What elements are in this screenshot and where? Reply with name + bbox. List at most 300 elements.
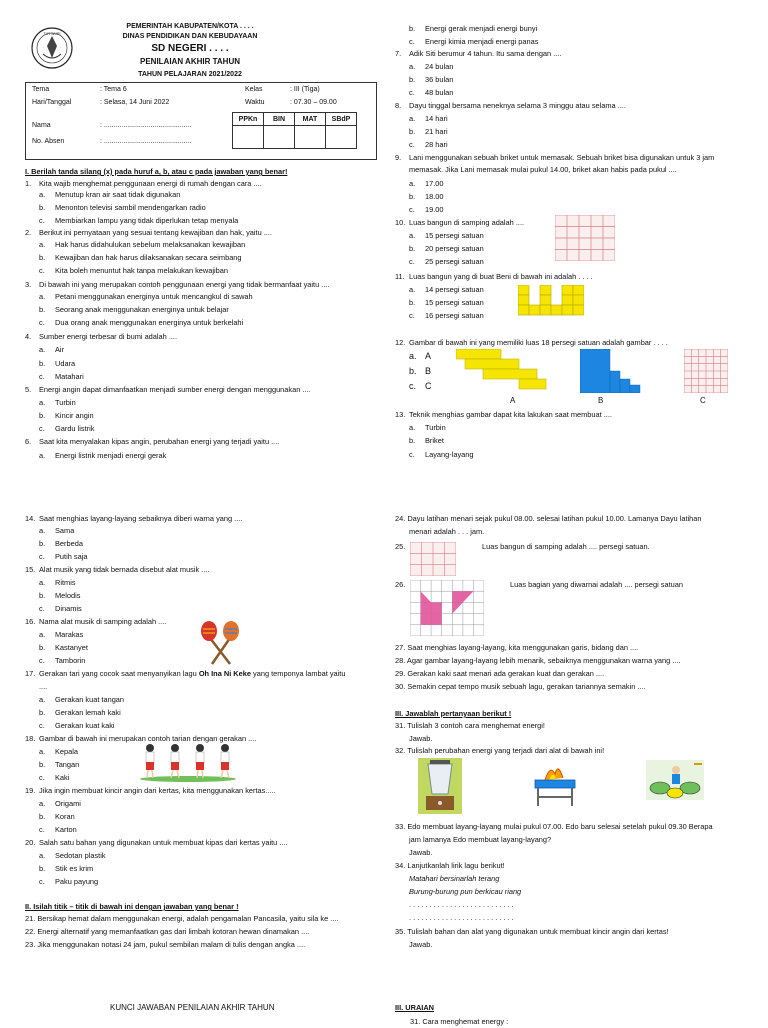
question-9 <box>395 153 714 164</box>
maracas-image <box>200 620 240 671</box>
q12-label-b: B <box>598 396 604 405</box>
option-letter: b. <box>39 812 46 821</box>
question-text: Kincir angin <box>55 411 94 420</box>
q13-option-c[interactable] <box>395 450 474 461</box>
q16-option-b[interactable] <box>25 643 88 654</box>
q1-option-a[interactable] <box>25 190 180 201</box>
q19-option-c[interactable] <box>25 825 77 836</box>
question-text: Teknik menghias gambar dapat kita lakukan saat membuat .... <box>409 410 612 419</box>
question-27: 27. Saat menghias layang-layang, kita menggunakan garis, bidang dan .... <box>395 643 639 652</box>
option-letter: c. <box>39 877 45 886</box>
q9-option-c[interactable] <box>395 205 444 216</box>
q13-option-b[interactable] <box>395 436 444 447</box>
question-number: 10. <box>395 218 406 227</box>
answer-key-title: KUNCI JAWABAN PENILAIAN AKHIR TAHUN <box>110 1003 275 1012</box>
option-letter: b. <box>39 760 46 769</box>
question-35: 35. Tulislah bahan dan alat yang digunakan untuk membuat kincir angin dari kertas! <box>395 927 669 936</box>
option-letter: b. <box>409 75 416 84</box>
question-text: Kita wajib menghemat penggunaan energi di rumah dengan cara .... <box>39 179 262 188</box>
question-number: 1. <box>25 179 32 188</box>
q18-option-a[interactable] <box>25 747 78 758</box>
question-number: 16. <box>25 617 36 626</box>
question-text: Kepala <box>55 747 79 756</box>
q26-grid-figure <box>410 580 484 641</box>
option-letter: b. <box>39 203 46 212</box>
question-text: Luas bangun yang di buat Beni di bawah ini adalah . . . . <box>409 272 593 281</box>
option-letter: c. <box>39 216 45 225</box>
q12-label-c: C <box>700 396 706 405</box>
q5-option-c[interactable] <box>25 424 94 435</box>
absen-field[interactable]: : ............................................. <box>100 138 192 145</box>
question-13 <box>395 410 612 421</box>
question-text: Tangan <box>55 760 80 769</box>
question-number: 5. <box>25 385 32 394</box>
question-text: A <box>425 351 432 361</box>
q6-option-c[interactable] <box>395 37 538 48</box>
question-8 <box>395 101 626 112</box>
option-letter: a. <box>409 179 416 188</box>
question-19 <box>25 786 276 797</box>
question-text: B <box>425 366 432 376</box>
question-2 <box>25 228 272 239</box>
tema-label: Tema <box>32 86 50 93</box>
q6-option-b[interactable] <box>395 24 537 35</box>
question-text: Di bawah ini yang merupakan contoh penggunaan energi yang tidak bermanfaat yaitu .... <box>39 280 330 289</box>
header-exam: PENILAIAN AKHIR TAHUN <box>140 57 240 66</box>
option-letter: b. <box>39 539 46 548</box>
question-number: 2. <box>25 228 32 237</box>
question-32: 32. Tulislah perubahan energi yang terjadi dari alat di bawah ini! <box>395 746 605 755</box>
option-letter: a. <box>39 190 46 199</box>
q11-option-c[interactable] <box>395 311 484 322</box>
option-letter: c. <box>409 205 415 214</box>
question-text: Layang-layang <box>425 450 474 459</box>
score-header-sbdp: SBdP <box>326 113 357 126</box>
question-text: Saat menghias layang-layang sebaiknya diberi warna yang .... <box>39 514 243 523</box>
option-letter: b. <box>409 436 416 445</box>
tema-value: : Tema 6 <box>100 86 127 93</box>
q14-option-c[interactable] <box>25 552 87 563</box>
question-26: Luas bagian yang diwarnai adalah .... persegi satuan <box>510 580 683 589</box>
question-text: Kaki <box>55 773 70 782</box>
question-text: Air <box>55 345 65 354</box>
option-letter: b. <box>409 298 416 307</box>
question-text: 14 persegi satuan <box>425 285 484 294</box>
q2-option-c[interactable] <box>25 266 228 277</box>
question-6 <box>25 437 279 448</box>
option-letter: c. <box>409 88 415 97</box>
answer-key-q31: 31. Cara menghemat energy : <box>410 1017 509 1026</box>
stove-image <box>530 760 580 813</box>
question-text: 20 persegi satuan <box>425 244 484 253</box>
question-text: Kewajiban dan hak harus dilaksanakan secara seimbang <box>55 253 242 262</box>
option-letter: c. <box>39 825 45 834</box>
score-cell[interactable] <box>264 126 295 149</box>
q4-option-b[interactable] <box>25 359 75 370</box>
q19-option-a[interactable] <box>25 799 81 810</box>
q7-option-b[interactable] <box>395 75 453 86</box>
option-letter: c. <box>409 450 415 459</box>
option-letter: b. <box>39 708 46 717</box>
option-letter: c. <box>39 318 45 327</box>
question-text: 21 hari <box>425 127 448 136</box>
section1-title: I. Berilah tanda silang (x) pada huruf a, b, atau c pada jawaban yang benar! <box>25 167 288 176</box>
q11-option-b[interactable] <box>395 298 484 309</box>
question-21: 21. Bersikap hemat dalam menggunakan energi, adalah pengamalan Pancasila, yaitu sila ke .... <box>25 914 339 923</box>
question-24: 24. Dayu latihan menari sejak pukul 08.00. selesai latihan pukul 10.00. Lamanya Dayu latihan <box>395 514 702 523</box>
question-text: Origami <box>55 799 81 808</box>
q9-option-a[interactable] <box>395 179 444 190</box>
question-text: Sama <box>55 526 75 535</box>
question-text: 25 persegi satuan <box>425 257 484 266</box>
q8-option-b[interactable] <box>395 127 448 138</box>
question-number: 6. <box>25 437 32 446</box>
score-header-bin: BIN <box>264 113 295 126</box>
question-text: Dayu tinggal bersama neneknya selama 3 minggu atau selama .... <box>409 101 626 110</box>
q10-option-c[interactable] <box>395 257 484 268</box>
q4-option-a[interactable] <box>25 345 64 356</box>
q12-option-a[interactable] <box>395 351 431 362</box>
q25-grid-figure <box>410 542 456 581</box>
header-year: TAHUN PELAJARAN 2021/2022 <box>138 71 242 78</box>
question-31-answer-label: Jawab. <box>409 734 433 743</box>
lyric-blank-1[interactable]: . . . . . . . . . . . . . . . . . . . . . . . . . . <box>409 900 514 909</box>
blender-image <box>418 758 462 819</box>
school-logo <box>30 26 74 70</box>
section2-title: II. Isilah titik – titik di bawah ini dengan jawaban yang benar ! <box>25 902 239 911</box>
option-letter: a. <box>39 695 46 704</box>
svg-text:TUT WURI: TUT WURI <box>43 32 61 36</box>
q11-yellow-shape <box>518 285 584 330</box>
q16-option-a[interactable] <box>25 630 83 641</box>
question-text: Matahari <box>55 372 84 381</box>
q15-option-b[interactable] <box>25 591 80 602</box>
option-letter: a. <box>39 451 46 460</box>
q17-option-b[interactable] <box>25 708 121 719</box>
question-text: Turbin <box>55 398 76 407</box>
question-number: 13. <box>395 410 406 419</box>
question-text: yang temponya lambat yaitu <box>250 669 346 678</box>
question-text: 36 bulan <box>425 75 454 84</box>
question-text: Oh Ina Ni Keke <box>198 669 251 678</box>
question-number: 15. <box>25 565 36 574</box>
question-number: 8. <box>395 101 402 110</box>
option-letter: a. <box>39 747 46 756</box>
question-text: Adik Siti berumur 4 tahun. Itu sama dengan .... <box>409 49 562 58</box>
question-text: 19.00 <box>425 205 444 214</box>
option-letter: b. <box>39 864 46 873</box>
question-text: Gambar di bawah ini merupakan contoh tarian dengan gerakan .... <box>39 734 257 743</box>
question-text: Berikut ini pernyataan yang sesuai tentang kewajiban dan hak, yaitu .... <box>39 228 272 237</box>
option-letter: b. <box>409 24 416 33</box>
question-text: Energi gerak menjadi energi bunyi <box>425 24 538 33</box>
option-letter: a. <box>39 799 46 808</box>
q8-option-c[interactable] <box>395 140 448 151</box>
question-text: Sumber energi terbesar di bumi adalah .... <box>39 332 178 341</box>
option-letter: a. <box>409 114 416 123</box>
option-letter: c. <box>39 604 45 613</box>
q2-option-a[interactable] <box>25 240 245 251</box>
option-letter: a. <box>409 285 416 294</box>
question-number: 11. <box>395 272 405 281</box>
q14-option-a[interactable] <box>25 526 74 537</box>
question-text: 48 bulan <box>425 88 454 97</box>
question-text: Energi angin dapat dimanfaatkan menjadi sumber energi dengan menggunakan .... <box>39 385 311 394</box>
question-text: Gerakan tari yang cocok saat menyanyikan lagu <box>39 669 199 678</box>
option-letter: a. <box>39 398 46 407</box>
question-text: 15 persegi satuan <box>425 231 484 240</box>
q13-option-a[interactable] <box>395 423 446 434</box>
q19-option-b[interactable] <box>25 812 75 823</box>
question-text: Gerakan kuat tangan <box>55 695 125 704</box>
q8-option-a[interactable] <box>395 114 448 125</box>
question-5 <box>25 385 311 396</box>
option-letter: c. <box>39 656 45 665</box>
question-text: Petani menggunakan energinya untuk mencangkul di sawah <box>55 292 253 301</box>
q3-option-a[interactable] <box>25 292 253 303</box>
q12-figure-a <box>456 349 566 400</box>
q14-option-b[interactable] <box>25 539 83 550</box>
question-33-line2: jam lamanya Edo membuat layang-layang? <box>409 835 552 844</box>
absen-label: No. Absen <box>32 138 65 145</box>
question-text: Gambar di bawah ini yang memiliki luas 18 persegi satuan adalah gambar . . . . <box>409 338 668 347</box>
q4-option-c[interactable] <box>25 372 84 383</box>
question-12 <box>395 338 668 349</box>
option-letter: c. <box>39 773 45 782</box>
option-letter: b. <box>409 244 416 253</box>
question-text: Salah satu bahan yang digunakan untuk membuat kipas dari kertas yaitu .... <box>39 838 288 847</box>
question-text: Membiarkan lampu yang tidak diperlukan tetap menyala <box>55 216 239 225</box>
option-letter: a. <box>39 526 46 535</box>
option-letter: a. <box>39 578 46 587</box>
q12-label-a: A <box>510 396 516 405</box>
q12-option-b[interactable] <box>395 366 431 377</box>
question-number: 18. <box>25 734 36 743</box>
q1-option-c[interactable] <box>25 216 238 227</box>
question-text: Gerakan lemah kaki <box>55 708 121 717</box>
q5-option-b[interactable] <box>25 411 94 422</box>
question-text: C <box>425 381 432 391</box>
kelas-label: Kelas <box>245 86 263 93</box>
question-text: Saat kita menyalakan kipas angin, perubahan energi yang terjadi yaitu .... <box>39 437 280 446</box>
question-text: 24 bulan <box>425 62 454 71</box>
question-text: Menutup kran air saat tidak digunakan <box>55 190 181 199</box>
option-letter: a. <box>409 423 416 432</box>
question-text: Luas bangun di samping adalah .... <box>409 218 525 227</box>
section3-title: III. Jawablah pertanyaan berikut ! <box>395 709 512 718</box>
question-20 <box>25 838 288 849</box>
option-letter: c. <box>409 311 415 320</box>
option-letter: a. <box>39 630 46 639</box>
q20-option-b[interactable] <box>25 864 93 875</box>
q17-option-a[interactable] <box>25 695 124 706</box>
waktu-label: Waktu <box>245 99 265 106</box>
question-35-answer-label: Jawab. <box>409 940 433 949</box>
q15-option-c[interactable] <box>25 604 82 615</box>
question-number: 7. <box>395 49 402 58</box>
q10-option-a[interactable] <box>395 231 484 242</box>
question-text: 17.00 <box>425 179 444 188</box>
option-letter: a. <box>409 62 416 71</box>
question-text: Hak harus didahulukan sebelum melaksanakan kewajiban <box>55 240 246 249</box>
question-text: Paku payung <box>55 877 99 886</box>
score-header-ppkn: PPKn <box>233 113 264 126</box>
option-letter: c. <box>409 37 415 46</box>
question-text: Turbin <box>425 423 446 432</box>
score-cell[interactable] <box>233 126 264 149</box>
question-14 <box>25 514 242 525</box>
question-text: Sedotan plastik <box>55 851 106 860</box>
kelas-value: : III (Tiga) <box>290 86 320 93</box>
q1-option-b[interactable] <box>25 203 206 214</box>
score-header-mat: MAT <box>295 113 326 126</box>
drum-image <box>646 760 704 805</box>
question-text: Kastanyet <box>55 643 88 652</box>
waktu-value: : 07.30 – 09.00 <box>290 99 337 106</box>
q18-option-c[interactable] <box>25 773 69 784</box>
q7-option-c[interactable] <box>395 88 453 99</box>
question-number: 17. <box>25 669 36 678</box>
q11-option-a[interactable] <box>395 285 484 296</box>
score-cell[interactable] <box>295 126 326 149</box>
question-7 <box>395 49 561 60</box>
question-number: 14. <box>25 514 36 523</box>
option-letter: a. <box>409 351 417 361</box>
lyric-blank-2[interactable]: . . . . . . . . . . . . . . . . . . . . . . . . . . <box>409 913 514 922</box>
q3-option-c[interactable] <box>25 318 243 329</box>
q12-figure-b <box>580 349 642 398</box>
question-text: Lani menggunakan sebuah briket untuk memasak. Sebuah briket bisa digunakan untuk 3 jam <box>409 153 715 162</box>
question-text: 15 persegi satuan <box>425 298 484 307</box>
question-17-line2: .... <box>39 682 48 691</box>
question-text: Putih saja <box>55 552 88 561</box>
answer-key-section3-title: III. URAIAN <box>395 1003 435 1012</box>
question-text: Kita boleh menuntut hak tanpa melakukan kewajiban <box>55 266 228 275</box>
header-line1: PEMERINTAH KABUPATEN/KOTA . . . . <box>126 23 254 30</box>
question-text: Koran <box>55 812 75 821</box>
question-number: 3. <box>25 280 32 289</box>
q10-grid-figure <box>555 215 615 266</box>
nama-label: Nama <box>32 122 51 129</box>
option-letter: c. <box>409 257 415 266</box>
option-letter: b. <box>39 253 46 262</box>
question-text: 28 hari <box>425 140 448 149</box>
question-text: 16 persegi satuan <box>425 311 484 320</box>
question-text: Energi listrik menjadi energi gerak <box>55 451 167 460</box>
question-10 <box>395 218 524 229</box>
score-table <box>232 112 357 149</box>
question-31: 31. Tulislah 3 contoh cara menghemat energi! <box>395 721 545 730</box>
option-letter: c. <box>409 140 415 149</box>
question-number: 4. <box>25 332 32 341</box>
question-22: 22. Energi alternatif yang memanfaatkan gas dari limbah kotoran hewan dinamakan .... <box>25 927 310 936</box>
question-text: Nama alat musik di samping adalah .... <box>39 617 167 626</box>
question-text: Udara <box>55 359 76 368</box>
question-text: Stik es krim <box>55 864 94 873</box>
question-23: 23. Jika menggunakan notasi 24 jam, pukul sembilan malam di tulis dengan angka .... <box>25 940 306 949</box>
option-letter: b. <box>39 359 46 368</box>
question-text: Alat musik yang tidak bernada disebut alat musik .... <box>39 565 210 574</box>
question-30: 30. Semakin cepat tempo musik sebuah lagu, gerakan tariannya semakin .... <box>395 682 646 691</box>
question-text: Berbeda <box>55 539 83 548</box>
question-17 <box>25 669 345 680</box>
question-text: Briket <box>425 436 444 445</box>
question-text: Dinamis <box>55 604 82 613</box>
option-letter: a. <box>409 231 416 240</box>
q12-option-c[interactable] <box>395 381 432 392</box>
q20-option-c[interactable] <box>25 877 98 888</box>
lyric-line-1: Matahari bersinarlah terang <box>409 874 500 883</box>
option-letter: b. <box>39 591 46 600</box>
score-cell[interactable] <box>326 126 357 149</box>
question-24-line2: menari adalah . . . jam. <box>409 527 485 536</box>
q20-option-a[interactable] <box>25 851 106 862</box>
question-text: Marakas <box>55 630 84 639</box>
option-letter: a. <box>39 851 46 860</box>
question-text: Jika ingin membuat kincir angin dari kertas, kita menggunakan kertas..... <box>39 786 276 795</box>
option-letter: b. <box>409 127 416 136</box>
q6-option-a[interactable] <box>25 451 166 462</box>
option-letter: b. <box>409 366 417 376</box>
question-number: 20. <box>25 838 36 847</box>
q3-option-b[interactable] <box>25 305 229 316</box>
question-text: 18.00 <box>425 192 444 201</box>
header-line2: DINAS PENDIDIKAN DAN KEBUDAYAAN <box>122 33 258 40</box>
nama-field[interactable]: : ............................................. <box>100 122 192 129</box>
question-text: Gerakan kuat kaki <box>55 721 115 730</box>
question-29: 29. Gerakan kaki saat menari ada gerakan kuat dan gerakan .... <box>395 669 605 678</box>
q15-option-a[interactable] <box>25 578 76 589</box>
question-3 <box>25 280 329 291</box>
question-11 <box>395 272 593 283</box>
q16-option-c[interactable] <box>25 656 85 667</box>
question-33-answer-label: Jawab. <box>409 848 433 857</box>
q10-option-b[interactable] <box>395 244 484 255</box>
question-25: Luas bangun di samping adalah .... persegi satuan. <box>482 542 650 551</box>
question-text: Menonton televisi sambil mendengarkan radio <box>55 203 206 212</box>
question-text: Dua orang anak menggunakan energinya untuk berkelahi <box>55 318 244 327</box>
question-text: Gardu listrik <box>55 424 95 433</box>
question-9-line2: memasak. Jika Lani memasak mulai pukul 14.00, briket akan habis pada pukul .... <box>409 165 677 174</box>
q12-figure-c <box>684 349 728 398</box>
question-number: 19. <box>25 786 36 795</box>
option-letter: b. <box>409 192 416 201</box>
q17-option-c[interactable] <box>25 721 115 732</box>
hari-value: : Selasa, 14 Juni 2022 <box>100 99 170 106</box>
question-text: Tamborin <box>55 656 86 665</box>
q9-option-b[interactable] <box>395 192 444 203</box>
option-letter: c. <box>39 552 45 561</box>
option-letter: a. <box>39 240 46 249</box>
question-16 <box>25 617 166 628</box>
q5-option-a[interactable] <box>25 398 76 409</box>
question-25-number: 25. <box>395 542 406 551</box>
question-15 <box>25 565 209 576</box>
question-26-number: 26. <box>395 580 406 589</box>
option-letter: b. <box>39 643 46 652</box>
question-text: 14 hari <box>425 114 448 123</box>
question-text: Karton <box>55 825 77 834</box>
question-28: 28. Agar gambar layang-layang lebih menarik, sebaiknya menggunakan warna yang .... <box>395 656 681 665</box>
option-letter: c. <box>39 424 45 433</box>
option-letter: a. <box>39 292 46 301</box>
q2-option-b[interactable] <box>25 253 242 264</box>
q18-option-b[interactable] <box>25 760 79 771</box>
q7-option-a[interactable] <box>395 62 453 73</box>
option-letter: c. <box>39 372 45 381</box>
option-letter: a. <box>39 345 46 354</box>
option-letter: c. <box>39 266 45 275</box>
